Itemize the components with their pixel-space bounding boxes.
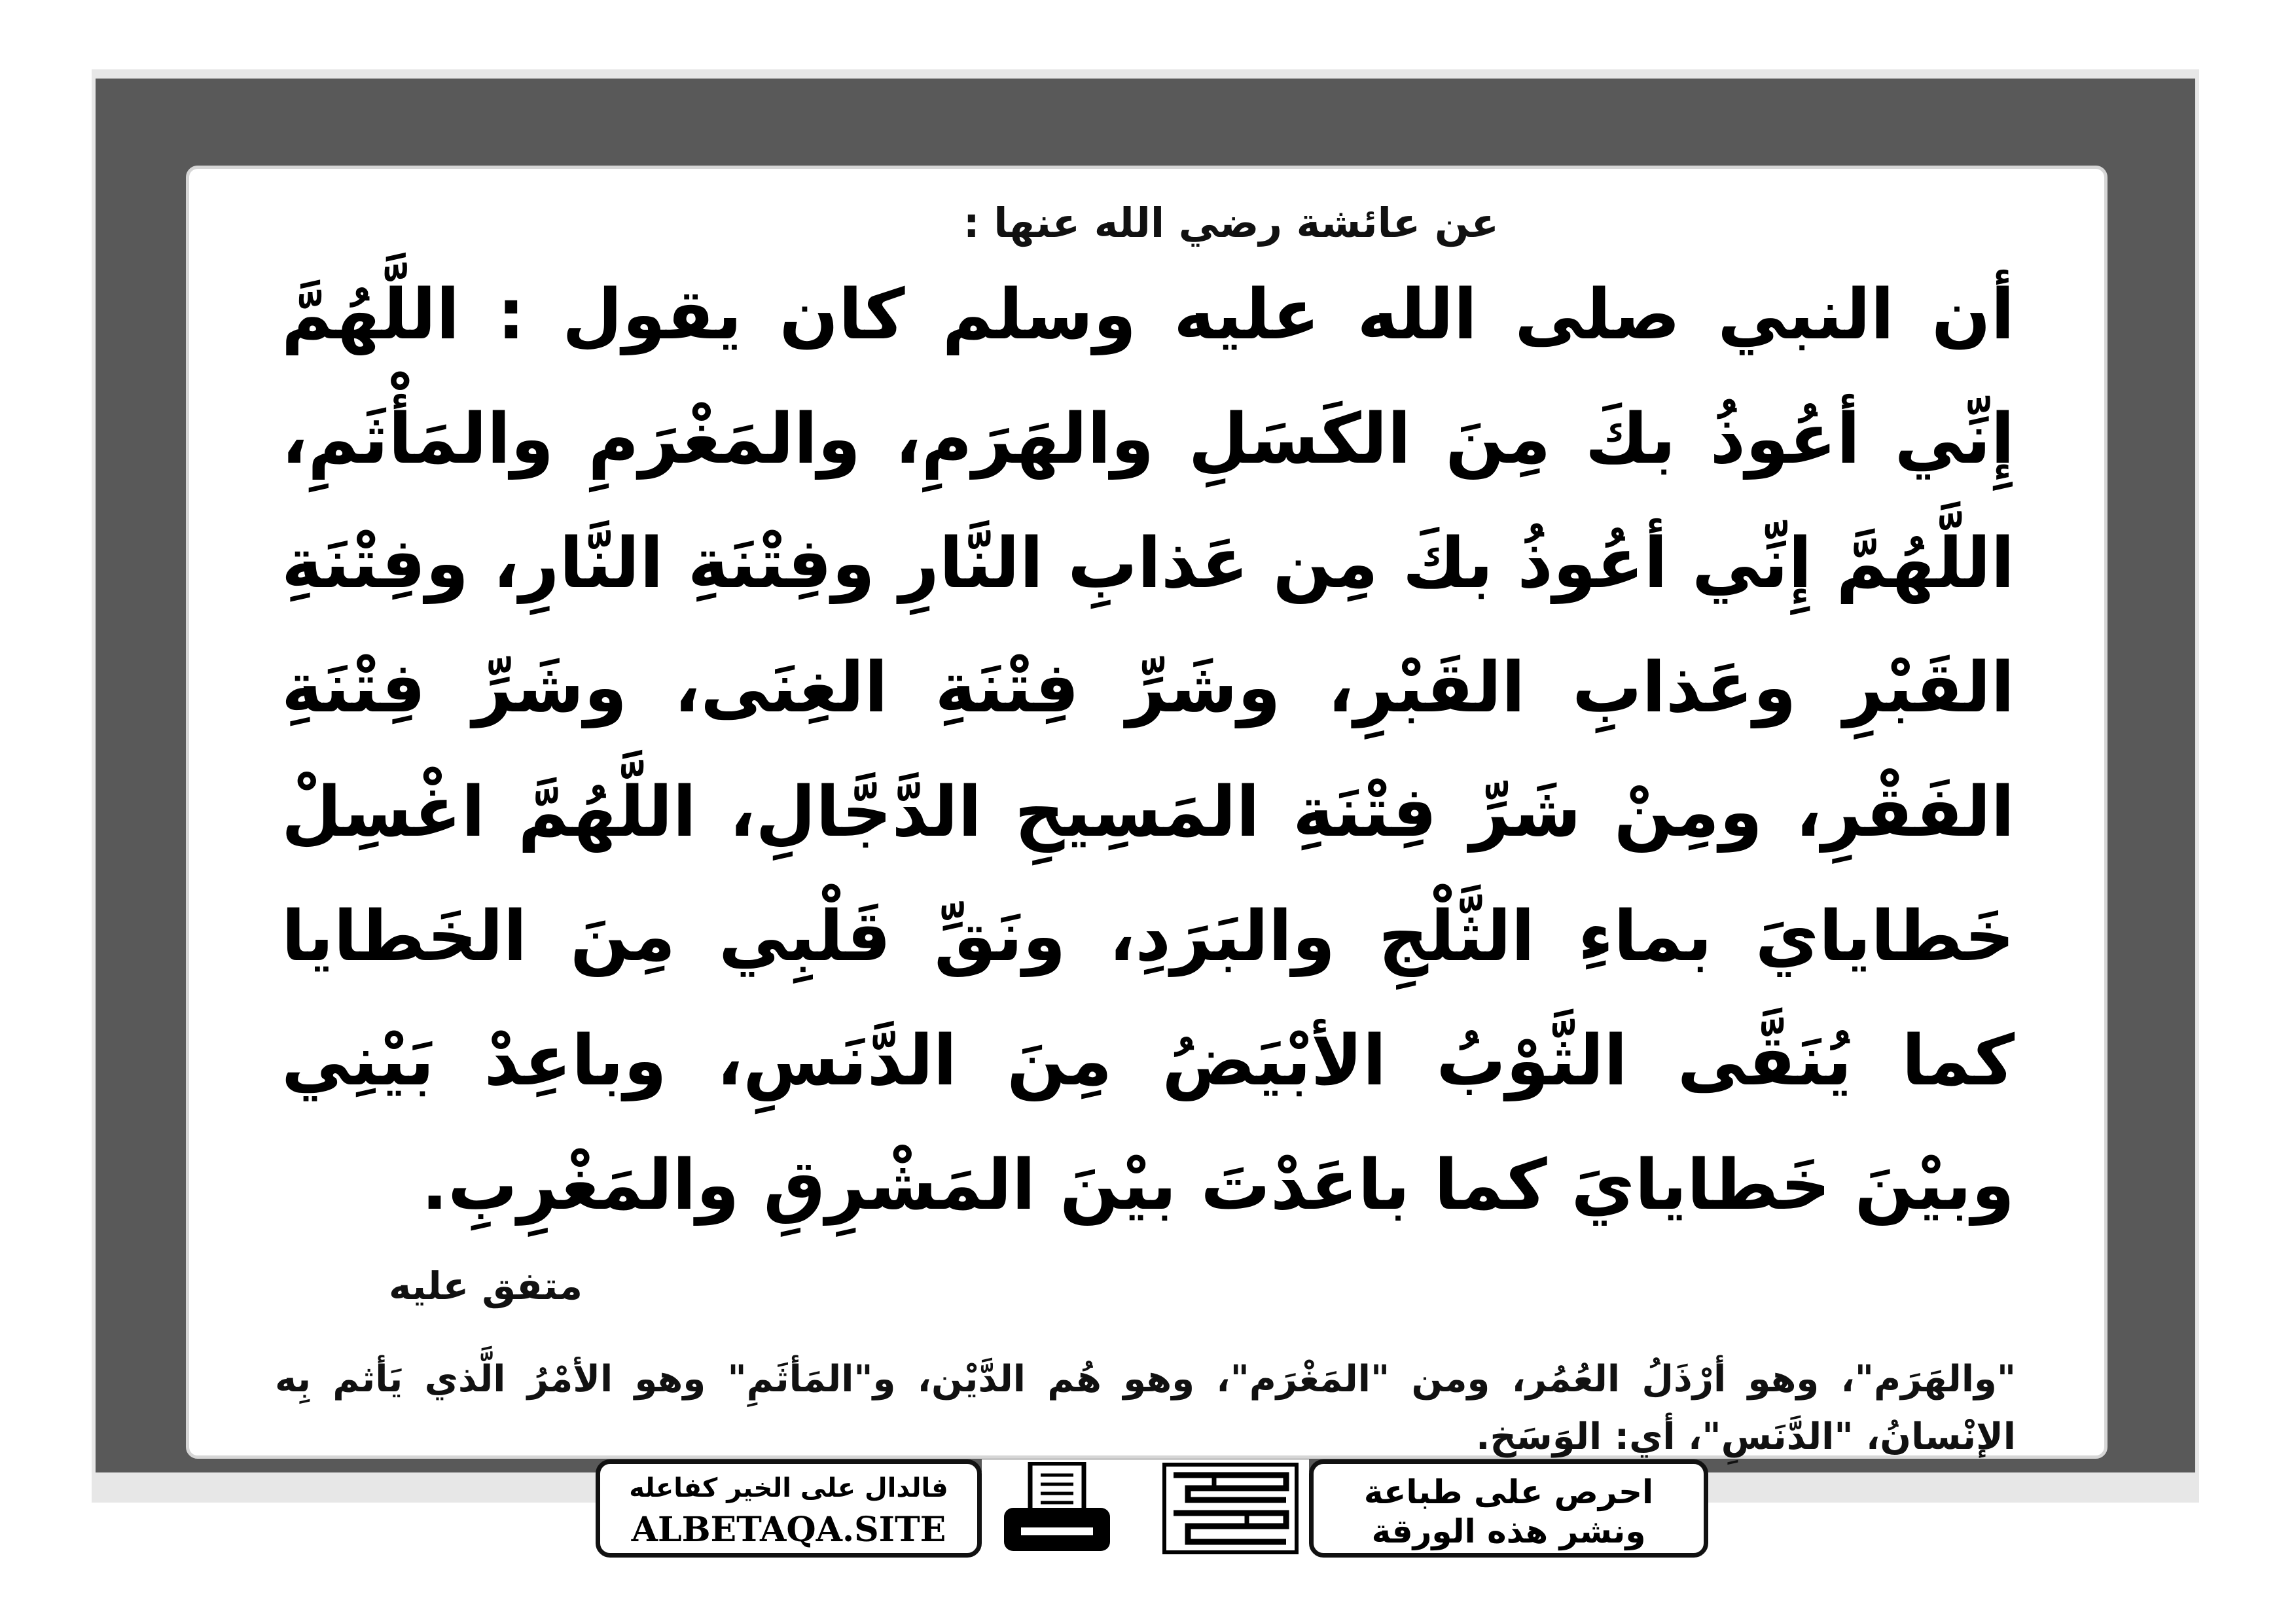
cta-line-1: احرص على طباعة xyxy=(1363,1473,1654,1511)
text-block xyxy=(262,196,2029,1466)
footer-site-link[interactable]: ALBETAQA.SITE xyxy=(631,1510,946,1550)
intro-line: عن عائشة رضي الله عنها : xyxy=(963,199,1499,247)
glossary-note: "والهَرَم"، وهو أرْذَلُ العُمُر، ومن "المَغْرَم"، وهو هُم الدَّيْن، و"المَأثَمِ" وهو الأمْرُ الَّذي يَأثم بِه الإنْسانُ، "الدَّنَسِ"، أي: الوَسَخ. xyxy=(275,1358,2016,1458)
calligraphy-logo-icon xyxy=(1162,1462,1299,1555)
footer-center xyxy=(982,1459,1309,1558)
footer-cta-box xyxy=(1309,1459,1708,1558)
hadith-text: أن النبي صلى الله عليه وسلم كان يقول : اللَّهُمَّ إِنِّي أعُوذُ بكَ مِنَ الكَسَلِ والهَرَمِ، والمَغْرَمِ والمَأْثَمِ، اللَّهُمَّ إِنِّي أعُوذُ بكَ مِن عَذابِ النَّارِ وفِتْنَةِ النَّارِ، وفِتْنَةِ القَبْرِ وعَذابِ القَبْرِ، وشَرِّ فِتْنَةِ الغِنَى، وشَرِّ فِتْنَةِ الفَقْرِ، ومِنْ شَرِّ فِتْنَةِ المَسِيحِ الدَّجَّالِ، اللَّهُمَّ اغْسِلْ خَطايايَ بماءِ الثَّلْجِ والبَرَدِ، ونَقِّ قَلْبِي مِنَ الخَطايا كما يُنَقَّى الثَّوْبُ الأبْيَضُ مِنَ الدَّنَسِ، وباعِدْ بَيْنِي وبيْنَ خَطايايَ كما باعَدْتَ بيْنَ المَشْرِقِ والمَغْرِبِ. xyxy=(281,274,2015,1225)
footer-slogan: فالدال على الخير كفاعله xyxy=(629,1473,948,1503)
printer-icon xyxy=(1001,1462,1113,1555)
footer-site-box xyxy=(596,1459,982,1558)
footer-bar xyxy=(596,1459,1708,1564)
source-label: متفق عليه xyxy=(389,1264,583,1308)
cta-line-2: ونشر هذه الورقة xyxy=(1371,1512,1646,1550)
